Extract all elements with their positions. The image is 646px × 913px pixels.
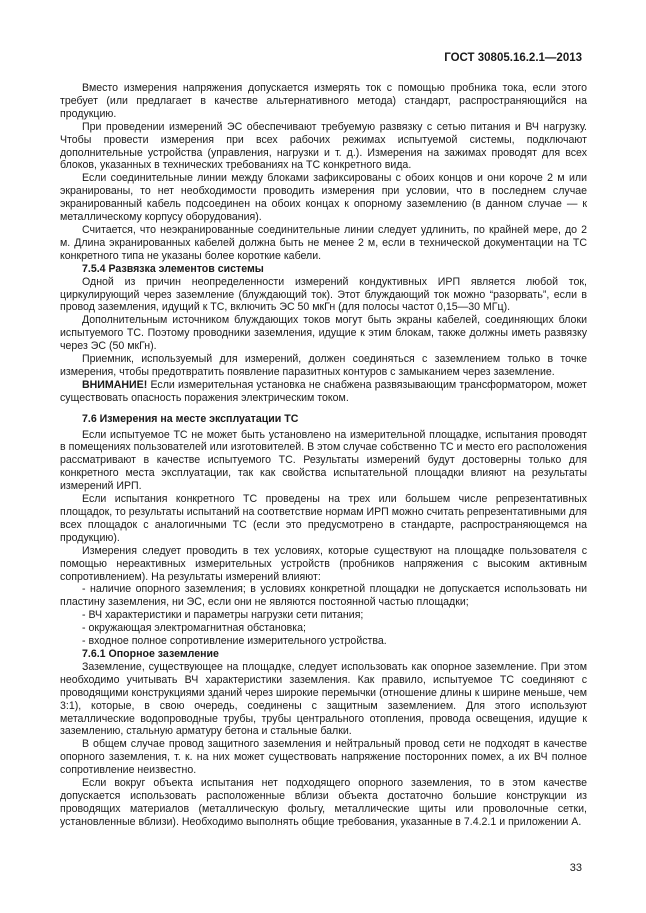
paragraph: Если вокруг объекта испытания нет подходящего опорного заземления, то в этом качестве допускается использовать расположенные вблизи объекта достаточно большие конструкции из проводящих материалов (металлическую фольгу, металлические щиты или проволочные сетки, установленные вблизи). Необходимо выполнять общие требования, указанные в 7.4.2.1 и приложении А. xyxy=(60,777,587,828)
warning-paragraph xyxy=(60,379,587,405)
section-heading-7-6: 7.6 Измерения на месте эксплуатации ТС xyxy=(82,412,299,425)
paragraph: Заземление, существующее на площадке, следует использовать как опорное заземление. При этом необходимо учитывать ВЧ характеристики заземления. Как правило, испытуемое ТС соединяют с проводящими конструкциями зданий через широкие перемычки (отношение длины к ширине меньше, чем 3:1), которые, в свою очередь, соединены с защитным заземлением. Для этого используют металлические водопроводные трубы, трубы центрального отопления, провода освещения, идущие к заземлению, стальную арматуру бетона и стальные балки. xyxy=(60,660,587,738)
list-item: - ВЧ характеристики и параметры нагрузки сети питания; xyxy=(82,609,364,622)
paragraph: Вместо измерения напряжения допускается измерять ток с помощью пробника тока, если этого требует (или предлагает в качестве альтернативного метода) стандарт, распространяющийся на продукцию. xyxy=(60,82,587,120)
document-code-header: ГОСТ 30805.16.2.1—2013 xyxy=(444,52,582,64)
list-item: - входное полное сопротивление измерительного устройства. xyxy=(82,635,387,648)
paragraph: Одной из причин неопределенности измерений кондуктивных ИРП является любой ток, циркулирующий через заземление (блуждающий ток). Этот блуждающий ток можно “разорвать”, если в провод заземления, идущий к ТС, включить ЭС 50 мкГн (для полосы частот 0,15—30 МГц). xyxy=(60,275,587,314)
list-item: - окружающая электромагнитная обстановка; xyxy=(82,622,306,635)
paragraph: При проведении измерений ЭС обеспечивают требуемую развязку с сетью питания и ВЧ нагрузку. Чтобы провести измерения при всех рабочих режимах испытуемой системы, подключают дополнительные устройства (управления, нагрузки и т. д.). Измерения на зажимах проводят для всех блоков, указанных в технических требованиях на ТС конкретного вида. xyxy=(60,120,587,172)
paragraph: Если испытания конкретного ТС проведены на трех или большем числе репрезентативных площадок, то результаты испытаний на соответствие нормам ИРП можно считать репрезентативными для всех площадок с аналогичными ТС (если это предусмотрено в стандарте, распространяющемся на продукцию). xyxy=(60,493,587,544)
paragraph: Дополнительным источником блуждающих токов могут быть экраны кабелей, соединяющих блоки испытуемого ТС. Поэтому проводники заземления, идущие к этим блокам, также должны иметь развязку через ЭС (50 мкГн). xyxy=(60,314,587,353)
paragraph: Измерения следует проводить в тех условиях, которые существуют на площадке пользователя с помощью нереактивных измерительных устройств (пробников напряжения с высоким активным сопротивлением). На результаты измерений влияют: xyxy=(60,544,587,583)
section-heading-7-5-4: 7.5.4 Развязка элементов системы xyxy=(82,262,264,275)
paragraph: Если испытуемое ТС не может быть установлено на измерительной площадке, испытания проводят в помещениях пользователей или изготовителей. В этом случае собственно ТС и место его расположения рассматривают в качестве испытуемого ТС. Результаты измерений будут достоверны только для конкретного места эксплуатации, так как свойства испытательной площадки влияют на результаты измерений ИРП. xyxy=(60,428,587,493)
paragraph: Если соединительные линии между блоками зафиксированы с обоих концов и они короче 2 м или экранированы, то нет необходимости проводить измерения при условии, что в последнем случае экранированный кабель подсоединен на обоих концах к опорному заземлению (в данном случае — к металлическому корпусу оборудования). xyxy=(60,172,587,224)
warning-label: ВНИМАНИЕ! xyxy=(82,378,148,391)
list-item: - наличие опорного заземления; в условиях конкретной площадки не допускается использовать ни пластину заземления, ни ЭС, если они не являются постоянной частью площадки; xyxy=(60,583,587,609)
warning-text: Если измерительная установка не снабжена развязывающим трансформатором, может существовать опасность поражения электрическим током. xyxy=(60,378,587,404)
section-heading-7-6-1: 7.6.1 Опорное заземление xyxy=(82,647,219,660)
paragraph: В общем случае провод защитного заземления и нейтральный провод сети не подходят в качестве опорного заземления, т. к. на них может существовать напряжение посторонних помех, а их ВЧ полное сопротивление неизвестно. xyxy=(60,738,587,777)
paragraph: Приемник, используемый для измерений, должен соединяться с заземлением только в точке измерения, чтобы предотвратить появление паразитных контуров с замыканием через заземление. xyxy=(60,353,587,378)
paragraph: Считается, что неэкранированные соединительные линии следует удлинить, по крайней мере, до 2 м. Длина экранированных кабелей должна быть не менее 2 м, если в технической документации на ТС конкретного типа не указаны более короткие кабели. xyxy=(60,223,587,262)
document-body xyxy=(60,82,587,829)
page-number: 33 xyxy=(569,862,582,874)
